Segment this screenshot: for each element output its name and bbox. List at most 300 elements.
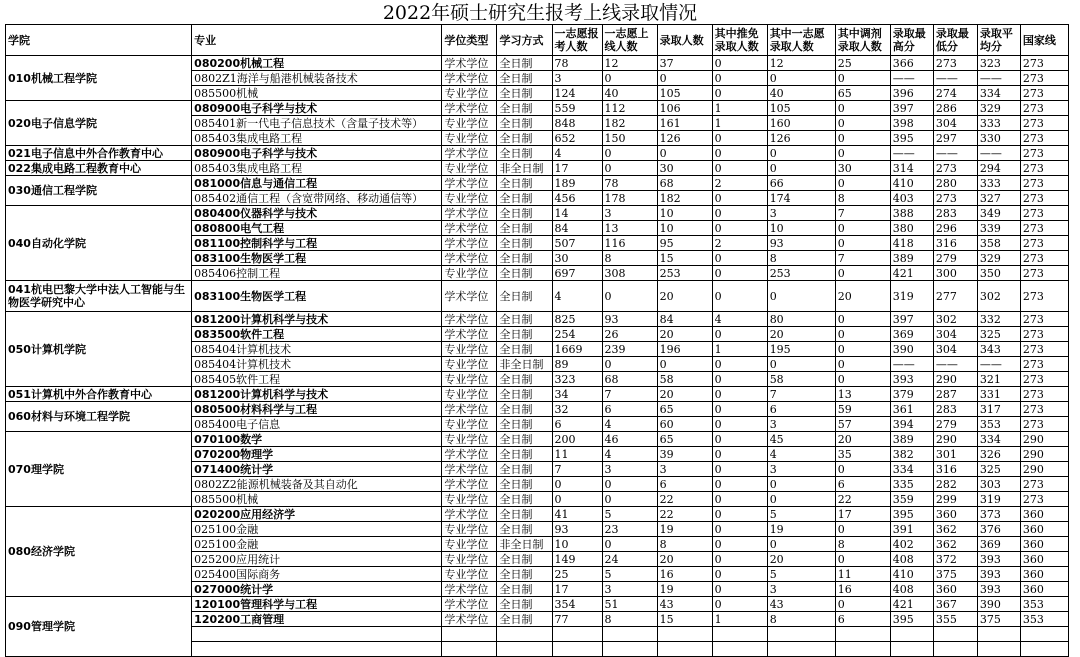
data-cell: 325 bbox=[977, 462, 1020, 477]
data-cell: 10 bbox=[552, 537, 602, 552]
major-cell: 083100生物医学工程 bbox=[192, 251, 442, 266]
data-cell bbox=[890, 642, 933, 657]
data-cell: 20 bbox=[835, 432, 890, 447]
major-cell: 085406控制工程 bbox=[192, 266, 442, 281]
data-cell: 0 bbox=[712, 131, 767, 146]
data-cell: 334 bbox=[890, 462, 933, 477]
data-cell: 15 bbox=[657, 612, 712, 627]
data-cell: 78 bbox=[602, 176, 657, 191]
data-cell: 126 bbox=[657, 131, 712, 146]
data-cell bbox=[835, 642, 890, 657]
major-cell: 020200应用经济学 bbox=[192, 507, 442, 522]
data-cell: 5 bbox=[767, 567, 835, 582]
data-cell: —— bbox=[933, 146, 977, 161]
data-cell: 395 bbox=[890, 131, 933, 146]
data-cell: 学术学位 bbox=[442, 402, 497, 417]
data-cell: 273 bbox=[1020, 176, 1068, 191]
data-cell bbox=[552, 627, 602, 642]
data-cell: 326 bbox=[977, 447, 1020, 462]
major-cell: 025400国际商务 bbox=[192, 567, 442, 582]
data-cell: 273 bbox=[1020, 116, 1068, 131]
data-cell: 0 bbox=[712, 492, 767, 507]
data-cell: 0 bbox=[835, 116, 890, 131]
data-cell: 0 bbox=[712, 462, 767, 477]
data-cell: 273 bbox=[1020, 146, 1068, 161]
major-cell: 120200工商管理 bbox=[192, 612, 442, 627]
data-cell: 0 bbox=[602, 71, 657, 86]
data-cell: 0 bbox=[602, 281, 657, 312]
data-cell: 全日制 bbox=[497, 221, 552, 236]
data-cell: 20 bbox=[835, 281, 890, 312]
data-cell: 学术学位 bbox=[442, 176, 497, 191]
table-row bbox=[6, 402, 1069, 417]
data-cell bbox=[497, 642, 552, 657]
data-cell: 14 bbox=[552, 206, 602, 221]
major-cell: 085403集成电路工程 bbox=[192, 161, 442, 176]
data-cell: —— bbox=[890, 357, 933, 372]
data-cell: 58 bbox=[657, 372, 712, 387]
data-cell: 57 bbox=[835, 417, 890, 432]
data-cell: 22 bbox=[657, 492, 712, 507]
college-cell: 021电子信息中外合作教育中心 bbox=[6, 146, 192, 161]
major-cell: 0802Z2能源机械装备及其自动化 bbox=[192, 477, 442, 492]
data-cell: 239 bbox=[602, 342, 657, 357]
table-row bbox=[6, 597, 1069, 612]
data-cell: 24 bbox=[602, 552, 657, 567]
data-cell bbox=[712, 642, 767, 657]
data-cell: 160 bbox=[767, 116, 835, 131]
table-row bbox=[6, 56, 1069, 71]
data-cell: 17 bbox=[835, 507, 890, 522]
data-cell: 273 bbox=[1020, 312, 1068, 327]
data-cell: 273 bbox=[1020, 251, 1068, 266]
major-cell: 085500机械 bbox=[192, 86, 442, 101]
data-cell: 0 bbox=[712, 402, 767, 417]
data-cell: 0 bbox=[835, 266, 890, 281]
table-row bbox=[6, 161, 1069, 176]
data-cell: 专业学位 bbox=[442, 492, 497, 507]
data-cell: 0 bbox=[712, 567, 767, 582]
data-cell: 0 bbox=[767, 71, 835, 86]
major-cell: 080900电子科学与技术 bbox=[192, 146, 442, 161]
data-cell: 3 bbox=[767, 462, 835, 477]
college-cell: 022集成电路工程教育中心 bbox=[6, 161, 192, 176]
data-cell: 全日制 bbox=[497, 387, 552, 402]
data-cell: 45 bbox=[767, 432, 835, 447]
data-cell: 360 bbox=[1020, 552, 1068, 567]
data-cell: 317 bbox=[977, 402, 1020, 417]
data-cell: 303 bbox=[977, 477, 1020, 492]
data-cell: 296 bbox=[933, 221, 977, 236]
data-cell: 学术学位 bbox=[442, 462, 497, 477]
data-cell: 373 bbox=[977, 507, 1020, 522]
data-cell: 0 bbox=[835, 71, 890, 86]
data-cell: 全日制 bbox=[497, 101, 552, 116]
data-cell: 273 bbox=[1020, 417, 1068, 432]
data-cell bbox=[767, 627, 835, 642]
major-cell bbox=[192, 642, 442, 657]
data-cell: 0 bbox=[712, 161, 767, 176]
data-cell: 395 bbox=[890, 507, 933, 522]
data-cell: 专业学位 bbox=[442, 372, 497, 387]
data-cell: 323 bbox=[552, 372, 602, 387]
major-cell: 085404计算机技术 bbox=[192, 342, 442, 357]
data-cell: —— bbox=[933, 71, 977, 86]
data-cell: 182 bbox=[602, 116, 657, 131]
data-cell: 331 bbox=[977, 387, 1020, 402]
data-cell: 112 bbox=[602, 101, 657, 116]
major-cell bbox=[192, 627, 442, 642]
data-cell: 12 bbox=[767, 56, 835, 71]
data-cell: 1 bbox=[712, 342, 767, 357]
college-cell: 060材料与环境工程学院 bbox=[6, 402, 192, 432]
data-cell: 273 bbox=[1020, 372, 1068, 387]
data-cell: 362 bbox=[933, 537, 977, 552]
data-cell: 8 bbox=[602, 251, 657, 266]
data-cell: 40 bbox=[767, 86, 835, 101]
data-cell: 10 bbox=[657, 206, 712, 221]
data-cell: 334 bbox=[977, 86, 1020, 101]
data-cell: 2 bbox=[712, 176, 767, 191]
data-cell: 6 bbox=[835, 477, 890, 492]
college-cell: 010机械工程学院 bbox=[6, 56, 192, 101]
data-cell: 30 bbox=[657, 161, 712, 176]
data-cell: 393 bbox=[977, 567, 1020, 582]
data-cell: 13 bbox=[835, 387, 890, 402]
major-cell: 083100生物医学工程 bbox=[192, 281, 442, 312]
data-cell: 0 bbox=[712, 552, 767, 567]
data-cell: 178 bbox=[602, 191, 657, 206]
data-cell: 43 bbox=[767, 597, 835, 612]
data-cell: 全日制 bbox=[497, 372, 552, 387]
data-cell: 396 bbox=[890, 86, 933, 101]
data-cell: 3 bbox=[767, 582, 835, 597]
data-cell: 273 bbox=[1020, 402, 1068, 417]
data-cell: 290 bbox=[933, 372, 977, 387]
data-cell bbox=[933, 642, 977, 657]
data-cell: 26 bbox=[602, 327, 657, 342]
data-cell: 89 bbox=[552, 357, 602, 372]
data-cell: 0 bbox=[767, 537, 835, 552]
data-cell: 355 bbox=[933, 612, 977, 627]
data-cell bbox=[1020, 627, 1068, 642]
data-cell: 149 bbox=[552, 552, 602, 567]
data-cell: 410 bbox=[890, 176, 933, 191]
data-cell: 323 bbox=[977, 56, 1020, 71]
data-cell: 20 bbox=[767, 327, 835, 342]
data-cell: 375 bbox=[933, 567, 977, 582]
table-row bbox=[6, 432, 1069, 447]
data-cell bbox=[933, 627, 977, 642]
college-cell: 041杭电巴黎大学中法人工智能与生物医学研究中心 bbox=[6, 281, 192, 312]
data-cell: 0 bbox=[712, 71, 767, 86]
major-cell: 081200计算机科学与技术 bbox=[192, 312, 442, 327]
data-cell: 专业学位 bbox=[442, 161, 497, 176]
data-cell: 372 bbox=[933, 552, 977, 567]
data-cell: 283 bbox=[933, 206, 977, 221]
data-cell: 360 bbox=[1020, 582, 1068, 597]
data-cell: 1 bbox=[712, 612, 767, 627]
data-cell: 116 bbox=[602, 236, 657, 251]
data-cell: 35 bbox=[835, 447, 890, 462]
data-cell: 319 bbox=[890, 281, 933, 312]
data-cell: 273 bbox=[1020, 342, 1068, 357]
data-cell: 16 bbox=[835, 582, 890, 597]
data-cell: 393 bbox=[890, 372, 933, 387]
data-cell: 全日制 bbox=[497, 327, 552, 342]
data-cell: 150 bbox=[602, 131, 657, 146]
data-cell: 10 bbox=[767, 221, 835, 236]
data-cell: 280 bbox=[933, 176, 977, 191]
data-cell: 361 bbox=[890, 402, 933, 417]
data-cell: 7 bbox=[767, 387, 835, 402]
data-cell: 22 bbox=[657, 507, 712, 522]
data-cell: 273 bbox=[1020, 56, 1068, 71]
data-cell: 93 bbox=[552, 522, 602, 537]
data-cell: 0 bbox=[712, 146, 767, 161]
data-cell: 316 bbox=[933, 462, 977, 477]
data-cell bbox=[977, 627, 1020, 642]
data-cell: 279 bbox=[933, 251, 977, 266]
data-cell: 0 bbox=[712, 327, 767, 342]
data-cell: 321 bbox=[977, 372, 1020, 387]
major-cell: 081100控制科学与工程 bbox=[192, 236, 442, 251]
data-cell: 37 bbox=[657, 56, 712, 71]
data-cell: 304 bbox=[933, 327, 977, 342]
data-cell: 349 bbox=[977, 206, 1020, 221]
data-cell: 410 bbox=[890, 567, 933, 582]
data-cell: 专业学位 bbox=[442, 342, 497, 357]
admission-table bbox=[5, 24, 1069, 657]
data-cell: 0 bbox=[767, 146, 835, 161]
data-cell: 0 bbox=[712, 372, 767, 387]
data-cell: 20 bbox=[657, 327, 712, 342]
data-cell: 300 bbox=[933, 266, 977, 281]
data-cell: 652 bbox=[552, 131, 602, 146]
data-cell bbox=[977, 642, 1020, 657]
major-cell: 070100数学 bbox=[192, 432, 442, 447]
data-cell: 332 bbox=[977, 312, 1020, 327]
data-cell: 0 bbox=[835, 552, 890, 567]
data-cell: 全日制 bbox=[497, 462, 552, 477]
data-cell: 297 bbox=[933, 131, 977, 146]
data-cell: 学术学位 bbox=[442, 146, 497, 161]
table-header-row bbox=[6, 25, 1069, 56]
data-cell: 848 bbox=[552, 116, 602, 131]
major-cell: 085403集成电路工程 bbox=[192, 131, 442, 146]
data-cell: 273 bbox=[1020, 221, 1068, 236]
column-header: 学院 bbox=[6, 25, 192, 56]
data-cell: 全日制 bbox=[497, 206, 552, 221]
data-cell: 全日制 bbox=[497, 447, 552, 462]
data-cell: 8 bbox=[602, 612, 657, 627]
data-cell: 390 bbox=[977, 597, 1020, 612]
data-cell: 316 bbox=[933, 236, 977, 251]
data-cell: 283 bbox=[933, 402, 977, 417]
data-cell: 393 bbox=[977, 552, 1020, 567]
data-cell: 0 bbox=[552, 492, 602, 507]
data-cell: 学术学位 bbox=[442, 71, 497, 86]
data-cell: 0 bbox=[712, 86, 767, 101]
data-cell: 273 bbox=[1020, 236, 1068, 251]
data-cell: 0 bbox=[835, 236, 890, 251]
data-cell: 274 bbox=[933, 86, 977, 101]
data-cell: —— bbox=[977, 146, 1020, 161]
data-cell: 65 bbox=[657, 402, 712, 417]
column-header: 其中推免录取人数 bbox=[712, 25, 767, 56]
table-row bbox=[6, 281, 1069, 312]
column-header: 其中一志愿录取人数 bbox=[767, 25, 835, 56]
data-cell: 全日制 bbox=[497, 86, 552, 101]
data-cell: 13 bbox=[602, 221, 657, 236]
data-cell: 65 bbox=[835, 86, 890, 101]
major-cell: 025200应用统计 bbox=[192, 552, 442, 567]
major-cell: 085400电子信息 bbox=[192, 417, 442, 432]
data-cell: 学术学位 bbox=[442, 582, 497, 597]
data-cell: 697 bbox=[552, 266, 602, 281]
data-cell: 23 bbox=[602, 522, 657, 537]
data-cell: 335 bbox=[890, 477, 933, 492]
college-cell: 080经济学院 bbox=[6, 507, 192, 597]
data-cell: 325 bbox=[977, 327, 1020, 342]
data-cell: 非全日制 bbox=[497, 357, 552, 372]
data-cell: 0 bbox=[657, 71, 712, 86]
data-cell bbox=[552, 642, 602, 657]
data-cell: 30 bbox=[835, 161, 890, 176]
data-cell: 4 bbox=[767, 447, 835, 462]
data-cell: 382 bbox=[890, 447, 933, 462]
data-cell: 394 bbox=[890, 417, 933, 432]
data-cell: 0 bbox=[712, 56, 767, 71]
data-cell: 0 bbox=[767, 161, 835, 176]
data-cell: 15 bbox=[657, 251, 712, 266]
data-cell: 0 bbox=[835, 176, 890, 191]
data-cell: 学术学位 bbox=[442, 477, 497, 492]
college-cell: 070理学院 bbox=[6, 432, 192, 507]
data-cell: 0 bbox=[835, 522, 890, 537]
data-cell: 1 bbox=[712, 116, 767, 131]
major-cell: 083500软件工程 bbox=[192, 327, 442, 342]
data-cell: 3 bbox=[657, 462, 712, 477]
data-cell: 全日制 bbox=[497, 176, 552, 191]
data-cell: 学术学位 bbox=[442, 101, 497, 116]
data-cell: 全日制 bbox=[497, 417, 552, 432]
data-cell: 专业学位 bbox=[442, 266, 497, 281]
data-cell: 3 bbox=[602, 206, 657, 221]
data-cell: 161 bbox=[657, 116, 712, 131]
table-row bbox=[6, 101, 1069, 116]
data-cell bbox=[657, 627, 712, 642]
data-cell: 6 bbox=[767, 402, 835, 417]
major-cell: 025100金融 bbox=[192, 522, 442, 537]
data-cell: 全日制 bbox=[497, 71, 552, 86]
page-title: 2022年硕士研究生报考上线录取情况 bbox=[382, 2, 698, 24]
data-cell: 308 bbox=[602, 266, 657, 281]
college-cell: 040自动化学院 bbox=[6, 206, 192, 281]
data-cell: 0 bbox=[835, 146, 890, 161]
data-cell: 全日制 bbox=[497, 342, 552, 357]
data-cell: 360 bbox=[933, 507, 977, 522]
major-cell: 027000统计学 bbox=[192, 582, 442, 597]
data-cell: 353 bbox=[1020, 597, 1068, 612]
data-cell: 334 bbox=[977, 432, 1020, 447]
data-cell: 397 bbox=[890, 101, 933, 116]
data-cell: 专业学位 bbox=[442, 417, 497, 432]
data-cell: 17 bbox=[552, 582, 602, 597]
data-cell: 0 bbox=[712, 387, 767, 402]
data-cell: 0 bbox=[712, 507, 767, 522]
data-cell: 360 bbox=[1020, 522, 1068, 537]
data-cell: 294 bbox=[977, 161, 1020, 176]
major-cell: 070200物理学 bbox=[192, 447, 442, 462]
data-cell: 254 bbox=[552, 327, 602, 342]
data-cell: 学术学位 bbox=[442, 206, 497, 221]
column-header: 专业 bbox=[192, 25, 442, 56]
data-cell: 408 bbox=[890, 552, 933, 567]
data-cell: 0 bbox=[712, 357, 767, 372]
data-cell: 0 bbox=[712, 417, 767, 432]
data-cell: 301 bbox=[933, 447, 977, 462]
data-cell: 559 bbox=[552, 101, 602, 116]
column-header: 一志愿报考人数 bbox=[552, 25, 602, 56]
data-cell: 273 bbox=[1020, 206, 1068, 221]
data-cell: 专业学位 bbox=[442, 191, 497, 206]
data-cell: 19 bbox=[657, 582, 712, 597]
data-cell: 全日制 bbox=[497, 507, 552, 522]
data-cell: 19 bbox=[657, 522, 712, 537]
data-cell: 398 bbox=[890, 116, 933, 131]
major-cell: 085500机械 bbox=[192, 492, 442, 507]
data-cell: 0 bbox=[712, 266, 767, 281]
data-cell: 全日制 bbox=[497, 131, 552, 146]
data-cell: 40 bbox=[602, 86, 657, 101]
data-cell: 全日制 bbox=[497, 266, 552, 281]
column-header: 其中调剂录取人数 bbox=[835, 25, 890, 56]
data-cell: 253 bbox=[767, 266, 835, 281]
data-cell: 369 bbox=[890, 327, 933, 342]
data-cell bbox=[602, 642, 657, 657]
data-cell: 389 bbox=[890, 432, 933, 447]
data-cell: 319 bbox=[977, 492, 1020, 507]
data-cell: 360 bbox=[933, 582, 977, 597]
data-cell: 182 bbox=[657, 191, 712, 206]
data-cell: 825 bbox=[552, 312, 602, 327]
data-cell: 369 bbox=[977, 537, 1020, 552]
data-cell: 全日制 bbox=[497, 402, 552, 417]
data-cell: 学术学位 bbox=[442, 281, 497, 312]
data-cell: 126 bbox=[767, 131, 835, 146]
data-cell: 456 bbox=[552, 191, 602, 206]
data-cell: —— bbox=[890, 146, 933, 161]
data-cell: 360 bbox=[1020, 507, 1068, 522]
data-cell: 0 bbox=[835, 462, 890, 477]
data-cell: 360 bbox=[1020, 537, 1068, 552]
major-cell: 080800电气工程 bbox=[192, 221, 442, 236]
data-cell: 418 bbox=[890, 236, 933, 251]
data-cell: 全日制 bbox=[497, 116, 552, 131]
data-cell: 0 bbox=[712, 477, 767, 492]
data-cell: 367 bbox=[933, 597, 977, 612]
data-cell: 0 bbox=[835, 312, 890, 327]
data-cell: 11 bbox=[835, 567, 890, 582]
data-cell: 84 bbox=[657, 312, 712, 327]
data-cell: 273 bbox=[1020, 492, 1068, 507]
data-cell: 0 bbox=[657, 146, 712, 161]
column-header: 录取平均分 bbox=[977, 25, 1020, 56]
data-cell: 339 bbox=[977, 221, 1020, 236]
data-cell: 350 bbox=[977, 266, 1020, 281]
table-row bbox=[6, 206, 1069, 221]
